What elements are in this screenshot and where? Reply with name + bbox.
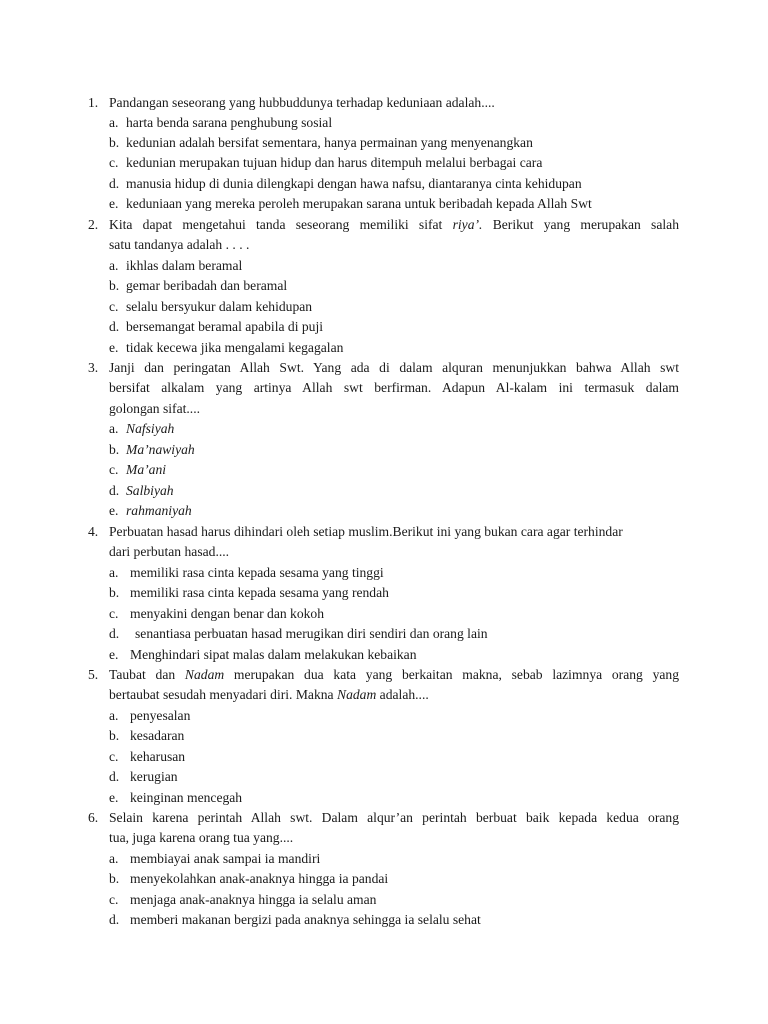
option-text: senantiasa perbuatan hasad merugikan diri sendiri dan orang lain [135, 626, 488, 641]
option-text: memiliki rasa cinta kepada sesama yang rendah [130, 585, 389, 600]
option-letter: e. [109, 196, 119, 211]
option-text: ikhlas dalam beramal [126, 258, 243, 273]
option-text: tidak kecewa jika mengalami kegagalan [126, 340, 344, 355]
option-text: keduniaan yang mereka peroleh merupakan sarana untuk beribadah kepada Allah Swt [126, 196, 592, 211]
question-text [109, 217, 679, 233]
option-letter: c. [109, 892, 119, 907]
option-letter: b. [109, 871, 120, 886]
option-text: kedunian merupakan tujuan hidup dan harus ditempuh melalui berbagai cara [126, 155, 543, 170]
question-term: Nadam [184, 667, 225, 682]
option-letter: c. [109, 606, 119, 621]
option-letter: d. [109, 769, 120, 784]
question-text: Janji dan peringatan Allah Swt. Yang ada di dalam alquran menunjukkan bahwa Allah swt [109, 360, 679, 375]
option-letter: a. [109, 851, 119, 866]
option-letter: a. [109, 421, 119, 436]
question-text [109, 687, 679, 703]
option-text: harta benda sarana penghubung sosial [126, 115, 333, 130]
option-letter: e. [109, 790, 119, 805]
option-letter: a. [109, 565, 119, 580]
question-text: tua, juga karena orang tua yang.... [109, 830, 294, 845]
question-text: bersifat alkalam yang artinya Allah swt berfirman. Adapun Al-kalam ini termasuk dalam [109, 380, 679, 395]
option-text: keinginan mencegah [130, 790, 243, 805]
option-text: keharusan [130, 749, 186, 764]
option-text: Ma’nawiyah [126, 442, 195, 457]
option-text: Nafsiyah [126, 421, 175, 436]
option-letter: c. [109, 299, 119, 314]
option-letter: b. [109, 442, 120, 457]
option-text: kesadaran [130, 728, 185, 743]
question-text-part: merupakan dua kata yang berkaitan makna, sebab lazimnya orang yang [224, 667, 680, 682]
option-letter: b. [109, 728, 120, 743]
option-letter: b. [109, 135, 120, 150]
option-text: membiayai anak sampai ia mandiri [130, 851, 321, 866]
question-text [109, 667, 679, 683]
option-text: bersemangat beramal apabila di puji [126, 319, 324, 334]
question-text: Selain karena perintah Allah swt. Dalam alqur’an perintah berbuat baik kepada kedua orang [109, 810, 679, 825]
question-text: satu tandanya adalah . . . . [109, 237, 250, 252]
question-number: 2. [88, 217, 99, 232]
option-letter: d. [109, 912, 120, 927]
option-letter: b. [109, 278, 120, 293]
question-number: 4. [88, 524, 99, 539]
option-text: rahmaniyah [126, 503, 192, 518]
question-text: dari perbutan hasad.... [109, 544, 230, 559]
option-letter: e. [109, 503, 119, 518]
question-number: 5. [88, 667, 99, 682]
option-letter: d. [109, 483, 120, 498]
question-number: 6. [88, 810, 99, 825]
question-text: golongan sifat.... [109, 401, 200, 416]
option-text: gemar beribadah dan beramal [126, 278, 288, 293]
option-letter: c. [109, 462, 119, 477]
question-text-part: Taubat dan [109, 667, 185, 682]
option-text: Ma’ani [126, 462, 167, 477]
option-letter: d. [109, 319, 120, 334]
question-text: Pandangan seseorang yang hubbuddunya terhadap keduniaan adalah.... [109, 95, 495, 110]
option-letter: a. [109, 258, 119, 273]
option-text: memberi makanan bergizi pada anaknya sehingga ia selalu sehat [130, 912, 481, 927]
option-text: penyesalan [130, 708, 191, 723]
question-text-part: adalah.... [376, 687, 429, 702]
question-text-part: Kita dapat mengetahui tanda seseorang memiliki sifat [109, 217, 453, 232]
option-text: selalu bersyukur dalam kehidupan [126, 299, 313, 314]
option-text: manusia hidup di dunia dilengkapi dengan hawa nafsu, diantaranya cinta kehidupan [126, 176, 582, 191]
option-text: kerugian [130, 769, 178, 784]
option-text: menjaga anak-anaknya hingga ia selalu aman [130, 892, 377, 907]
option-letter: c. [109, 749, 119, 764]
option-letter: e. [109, 647, 119, 662]
option-letter: d. [109, 176, 120, 191]
option-text: Salbiyah [126, 483, 174, 498]
option-text: Menghindari sipat malas dalam melakukan kebaikan [130, 647, 417, 662]
option-text: menyekolahkan anak-anaknya hingga ia pandai [130, 871, 389, 886]
option-text: memiliki rasa cinta kepada sesama yang tinggi [130, 565, 384, 580]
question-text-part: bertaubat sesudah menyadari diri. Makna [109, 687, 337, 702]
question-text: Perbuatan hasad harus dihindari oleh setiap muslim.Berikut ini yang bukan cara agar terhindar [109, 524, 623, 539]
question-text-part: Berikut yang merupakan salah [482, 217, 679, 232]
option-letter: a. [109, 115, 119, 130]
option-letter: d. [109, 626, 120, 641]
question-term: Nadam [337, 687, 377, 702]
option-letter: c. [109, 155, 119, 170]
question-number: 3. [88, 360, 99, 375]
option-letter: b. [109, 585, 120, 600]
option-letter: a. [109, 708, 119, 723]
question-number: 1. [88, 95, 99, 110]
option-text: kedunian adalah bersifat sementara, hanya permainan yang menyenangkan [126, 135, 533, 150]
question-term: riya’. [452, 217, 483, 232]
option-letter: e. [109, 340, 119, 355]
option-text: menyakini dengan benar dan kokoh [130, 606, 325, 621]
